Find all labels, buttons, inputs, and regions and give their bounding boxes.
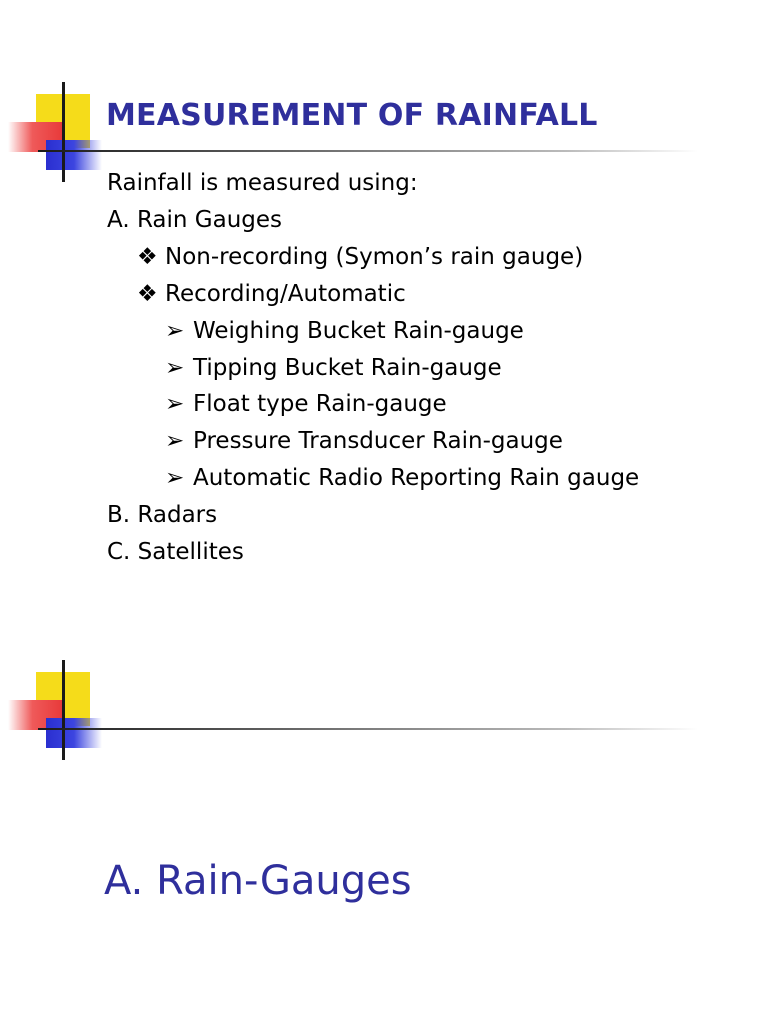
- arrow-bullet-icon: ➢: [165, 465, 185, 492]
- list-item-radars: [107, 497, 639, 534]
- list-item-text: C. Satellites: [107, 539, 244, 566]
- list-item-intro: [107, 165, 639, 202]
- list-item-text: Non-recording (Symon’s rain gauge): [165, 243, 584, 270]
- list-item-text: Float type Rain-gauge: [193, 391, 447, 418]
- arrow-bullet-icon: ➢: [165, 317, 185, 344]
- slide-logo-decoration: [0, 660, 110, 760]
- list-item-text: A. Rain Gauges: [107, 206, 283, 233]
- list-item-text: Recording/Automatic: [165, 280, 406, 307]
- list-item-text: Automatic Radio Reporting Rain gauge: [193, 465, 640, 492]
- title-underline-rule: [38, 728, 698, 730]
- rainfall-methods-list: [107, 165, 639, 571]
- slide-title: MEASUREMENT OF RAINFALL: [106, 98, 598, 133]
- list-item-text: Tipping Bucket Rain-gauge: [193, 354, 502, 381]
- arrow-bullet-icon: ➢: [165, 428, 185, 455]
- blue-square-decoration: [46, 718, 102, 748]
- arrow-bullet-icon: ➢: [165, 391, 185, 418]
- slide-rain-gauges: [0, 650, 768, 1024]
- vertical-rule: [62, 660, 65, 760]
- vertical-rule: [62, 82, 65, 182]
- list-item-text: B. Radars: [107, 502, 218, 529]
- list-item-non-recording: [107, 239, 639, 276]
- section-title: A. Rain-Gauges: [104, 858, 412, 904]
- list-item-float-type: [107, 386, 639, 423]
- list-item-pressure-transducer: [107, 423, 639, 460]
- list-item-text: Pressure Transducer Rain-gauge: [193, 428, 563, 455]
- diamond-bullet-icon: ❖: [137, 243, 158, 270]
- list-item-tipping-bucket: [107, 350, 639, 387]
- blue-square-decoration: [46, 140, 102, 170]
- list-item-rain-gauges: [107, 202, 639, 239]
- list-item-automatic-radio: [107, 460, 639, 497]
- list-item-satellites: [107, 534, 639, 571]
- title-underline-rule: [38, 150, 698, 152]
- diamond-bullet-icon: ❖: [137, 280, 158, 307]
- arrow-bullet-icon: ➢: [165, 354, 185, 381]
- list-item-text: Rainfall is measured using:: [107, 170, 418, 196]
- list-item-text: Weighing Bucket Rain-gauge: [193, 317, 524, 344]
- list-item-recording-automatic: [107, 276, 639, 313]
- list-item-weighing-bucket: [107, 313, 639, 350]
- slide-logo-decoration: [0, 82, 110, 182]
